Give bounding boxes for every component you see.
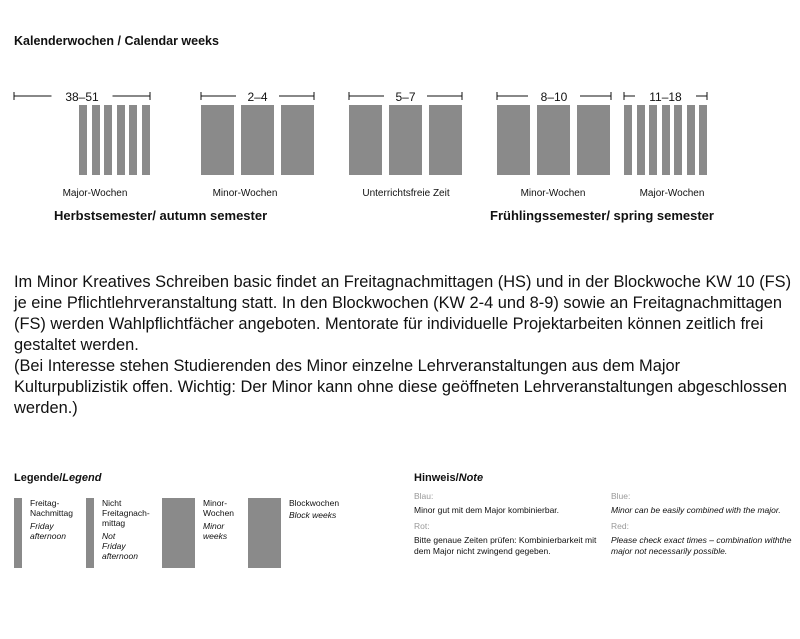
calendar-timeline <box>0 80 800 180</box>
week-bar <box>637 105 645 175</box>
legend-item-en: Block weeks <box>289 510 337 520</box>
week-bar <box>281 105 314 175</box>
week-bar <box>537 105 570 175</box>
note-red-label-en: Red: <box>611 521 629 531</box>
note-blue-label-de: Blau: <box>414 491 434 501</box>
semester-autumn: Herbstsemester/ autumn semester <box>54 208 268 223</box>
week-range-label: 11–18 <box>649 90 682 104</box>
note-blue-text-de: Minor gut mit dem Major kombinierbar. <box>414 505 560 515</box>
legend-swatch-wide <box>162 498 195 568</box>
group-label-major-autumn: Major-Wochen <box>62 188 128 199</box>
legend-item-en: Friday afternoon <box>30 521 66 541</box>
week-range-label: 5–7 <box>395 90 416 104</box>
note-red-text-en: Please check exact times – combination withthe major not necessarily possible. <box>611 535 792 556</box>
legend-item-de: Nicht Freitagnach- mittag <box>102 498 150 528</box>
week-bar <box>429 105 462 175</box>
note-blue-label-en: Blue: <box>611 491 631 501</box>
legend-title <box>14 472 101 484</box>
legend-item-en: Not Friday afternoon <box>102 531 138 561</box>
note-title <box>414 472 483 484</box>
week-range-label: 2–4 <box>247 90 268 104</box>
week-bar <box>624 105 632 175</box>
note-title-en: Note <box>458 472 484 484</box>
legend-item-de: Minor- Wochen <box>203 498 235 518</box>
legend-item-de: Freitag- Nachmittag <box>30 498 73 518</box>
week-bar <box>79 105 87 175</box>
page-heading: Kalenderwochen / Calendar weeks <box>14 34 219 48</box>
legend-title-de: Legende/ <box>14 472 63 484</box>
note-title-de: Hinweis/ <box>414 472 459 484</box>
week-bar <box>129 105 137 175</box>
week-bar <box>649 105 657 175</box>
legend-item-en: Minor weeks <box>203 521 228 541</box>
legend-title-en: Legend <box>62 472 102 484</box>
legend-swatch-wide <box>248 498 281 568</box>
group-label-minor-spring: Minor-Wochen <box>520 188 586 199</box>
description-paragraph-2: (Bei Interesse stehen Studierenden des Minor einzelne Lehrveranstaltungen aus dem Major Kulturpublizistik offen. Wichtig: Der Minor kann ohne diese geöffneten Lehrveranstaltungen abgeschlossen werden.) <box>14 357 787 417</box>
legend-swatch-thin <box>86 498 94 568</box>
week-bar <box>142 105 150 175</box>
week-range-label: 8–10 <box>540 90 568 104</box>
week-bar <box>241 105 274 175</box>
week-bar <box>92 105 100 175</box>
week-bar <box>662 105 670 175</box>
week-bar <box>687 105 695 175</box>
description-text <box>14 272 794 419</box>
week-range-label: 38–51 <box>65 90 99 104</box>
week-bar <box>497 105 530 175</box>
group-label-major-spring: Major-Wochen <box>639 188 705 199</box>
week-bar <box>201 105 234 175</box>
week-bar <box>389 105 422 175</box>
note-blue-text-en: Minor can be easily combined with the major. <box>611 505 781 515</box>
group-label-break: Unterrichtsfreie Zeit <box>362 188 450 199</box>
note-red-label-de: Rot: <box>414 521 430 531</box>
note-red-text-de: Bitte genaue Zeiten prüfen: Kombinierbarkeit mit dem Major nicht zwingend gegeben. <box>414 535 597 556</box>
week-bar <box>349 105 382 175</box>
group-label-minor-autumn: Minor-Wochen <box>212 188 278 199</box>
legend-swatch-thin <box>14 498 22 568</box>
week-bar <box>104 105 112 175</box>
week-bar <box>577 105 610 175</box>
week-bar <box>674 105 682 175</box>
week-bar <box>117 105 125 175</box>
week-bar <box>699 105 707 175</box>
semester-spring: Frühlingssemester/ spring semester <box>490 208 714 223</box>
legend-item-de: Blockwochen <box>289 498 340 508</box>
description-paragraph-1: Im Minor Kreatives Schreiben basic findet an Freitagnachmittagen (HS) und in der Blockwoche KW 10 (FS) je eine Pflichtlehrveranstaltung statt. In den Blockwochen (KW 2-4 und 8-9) sowie an Freitagnachmittagen (FS) werden Wahlpflichtfächer angeboten. Mentorate für individuelle Projektarbeiten können zeitlich frei gestaltet werden. <box>14 273 792 354</box>
